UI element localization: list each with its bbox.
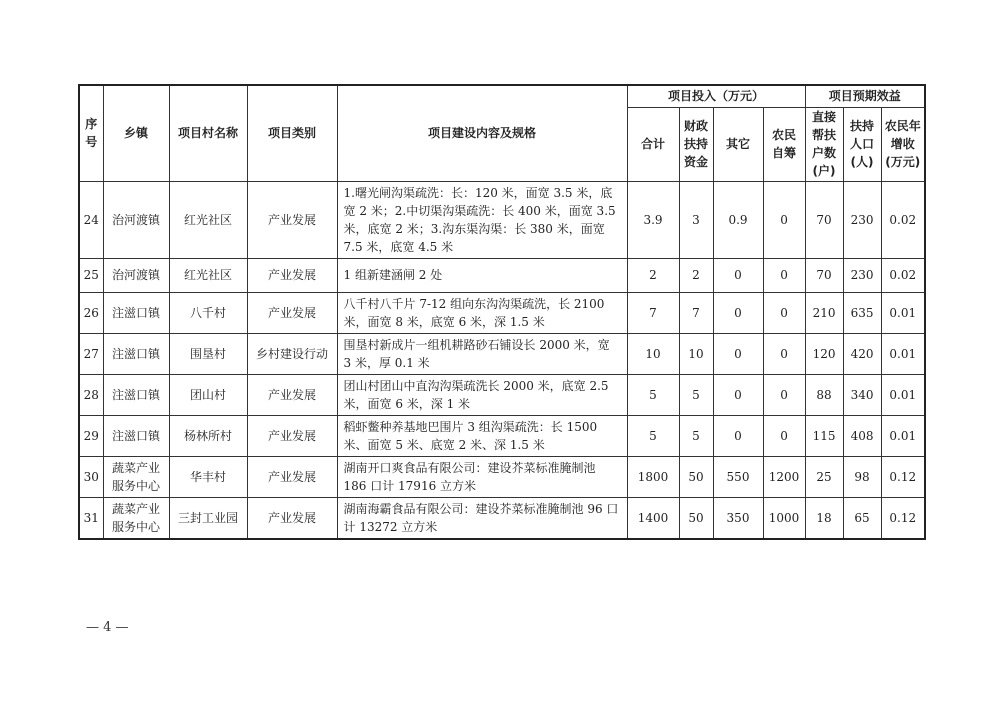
fiscal-cell: 50	[679, 497, 713, 539]
total-cell: 5	[627, 374, 679, 415]
header-households: 直接帮扶户数(户)	[805, 107, 843, 181]
category-cell: 产业发展	[247, 497, 337, 539]
seq-cell: 29	[79, 415, 103, 456]
other-cell: 550	[713, 456, 763, 497]
content-cell: 湖南开口爽食品有限公司：建设芥菜标准腌制池 186 口计 17916 立方米	[337, 456, 627, 497]
village-cell: 团山村	[169, 374, 247, 415]
table-row	[79, 456, 925, 497]
seq-cell: 24	[79, 181, 103, 258]
other-cell: 0	[713, 415, 763, 456]
content-cell: 八千村八千片 7-12 组向东沟沟渠疏洗，长 2100 米，面宽 8 米，底宽 6 米，深 1.5 米	[337, 292, 627, 333]
income-cell: 0.02	[881, 181, 925, 258]
other-cell: 0	[713, 258, 763, 292]
category-cell: 产业发展	[247, 456, 337, 497]
other-cell: 0.9	[713, 181, 763, 258]
total-cell: 10	[627, 333, 679, 374]
total-cell: 5	[627, 415, 679, 456]
population-cell: 230	[843, 258, 881, 292]
town-cell: 注滋口镇	[103, 374, 169, 415]
seq-cell: 30	[79, 456, 103, 497]
table-row	[79, 292, 925, 333]
other-cell: 0	[713, 292, 763, 333]
village-cell: 杨林所村	[169, 415, 247, 456]
households-cell: 70	[805, 258, 843, 292]
content-cell: 团山村团山中直沟沟渠疏洗长 2000 米，底宽 2.5 米，面宽 6 米，深 1 米	[337, 374, 627, 415]
table-body	[79, 181, 925, 539]
table-row	[79, 374, 925, 415]
table-row	[79, 258, 925, 292]
header-total: 合计	[627, 107, 679, 181]
table-row	[79, 181, 925, 258]
town-cell: 蔬菜产业服务中心	[103, 497, 169, 539]
category-cell: 产业发展	[247, 258, 337, 292]
households-cell: 25	[805, 456, 843, 497]
income-cell: 0.01	[881, 292, 925, 333]
fiscal-cell: 50	[679, 456, 713, 497]
village-cell: 红光社区	[169, 181, 247, 258]
header-fiscal: 财政扶持资金	[679, 107, 713, 181]
income-cell: 0.01	[881, 333, 925, 374]
households-cell: 88	[805, 374, 843, 415]
header-village: 项目村名称	[169, 85, 247, 181]
header-town: 乡镇	[103, 85, 169, 181]
town-cell: 注滋口镇	[103, 292, 169, 333]
category-cell: 产业发展	[247, 292, 337, 333]
village-cell: 围垦村	[169, 333, 247, 374]
page-number: — 4 —	[86, 620, 129, 635]
content-cell: 1.曙光闸沟渠疏洗：长：120 米，面宽 3.5 米，底宽 2 米；2.中切渠沟渠疏洗：长 400 米，面宽 3.5 米，底宽 2 米；3.沟东渠沟渠：长 380 米，面宽 7.5 米，底宽 4.5 米	[337, 181, 627, 258]
farmer-self-cell: 1200	[763, 456, 805, 497]
header-content: 项目建设内容及规格	[337, 85, 627, 181]
seq-cell: 27	[79, 333, 103, 374]
population-cell: 420	[843, 333, 881, 374]
other-cell: 350	[713, 497, 763, 539]
village-cell: 八千村	[169, 292, 247, 333]
seq-cell: 31	[79, 497, 103, 539]
header-other: 其它	[713, 107, 763, 181]
town-cell: 治河渡镇	[103, 258, 169, 292]
income-cell: 0.01	[881, 374, 925, 415]
households-cell: 210	[805, 292, 843, 333]
town-cell: 蔬菜产业服务中心	[103, 456, 169, 497]
farmer-self-cell: 0	[763, 292, 805, 333]
fiscal-cell: 2	[679, 258, 713, 292]
fiscal-cell: 3	[679, 181, 713, 258]
category-cell: 产业发展	[247, 374, 337, 415]
income-cell: 0.12	[881, 456, 925, 497]
fiscal-cell: 5	[679, 374, 713, 415]
farmer-self-cell: 1000	[763, 497, 805, 539]
population-cell: 65	[843, 497, 881, 539]
fiscal-cell: 7	[679, 292, 713, 333]
table-row	[79, 497, 925, 539]
income-cell: 0.02	[881, 258, 925, 292]
header-investment-group: 项目投入（万元）	[627, 85, 805, 107]
village-cell: 红光社区	[169, 258, 247, 292]
content-cell: 1 组新建涵闸 2 处	[337, 258, 627, 292]
farmer-self-cell: 0	[763, 181, 805, 258]
town-cell: 注滋口镇	[103, 415, 169, 456]
income-cell: 0.01	[881, 415, 925, 456]
total-cell: 3.9	[627, 181, 679, 258]
content-cell: 围垦村新成片一组机耕路砂石铺设长 2000 米，宽 3 米，厚 0.1 米	[337, 333, 627, 374]
population-cell: 408	[843, 415, 881, 456]
other-cell: 0	[713, 374, 763, 415]
content-cell: 湖南海霸食品有限公司：建设芥菜标准腌制池 96 口计 13272 立方米	[337, 497, 627, 539]
village-cell: 华丰村	[169, 456, 247, 497]
total-cell: 7	[627, 292, 679, 333]
header-seq: 序号	[79, 85, 103, 181]
seq-cell: 25	[79, 258, 103, 292]
farmer-self-cell: 0	[763, 258, 805, 292]
farmer-self-cell: 0	[763, 333, 805, 374]
farmer-self-cell: 0	[763, 374, 805, 415]
population-cell: 340	[843, 374, 881, 415]
header-population: 扶持人口(人)	[843, 107, 881, 181]
town-cell: 治河渡镇	[103, 181, 169, 258]
project-table	[78, 84, 926, 540]
population-cell: 98	[843, 456, 881, 497]
income-cell: 0.12	[881, 497, 925, 539]
fiscal-cell: 5	[679, 415, 713, 456]
table-header	[79, 85, 925, 181]
content-cell: 稻虾鳖种养基地巴围片 3 组沟渠疏洗：长 1500 米、面宽 5 米、底宽 2 米、深 1.5 米	[337, 415, 627, 456]
village-cell: 三封工业园	[169, 497, 247, 539]
category-cell: 产业发展	[247, 415, 337, 456]
households-cell: 18	[805, 497, 843, 539]
header-farmer-self: 农民自筹	[763, 107, 805, 181]
seq-cell: 28	[79, 374, 103, 415]
households-cell: 70	[805, 181, 843, 258]
header-category: 项目类别	[247, 85, 337, 181]
farmer-self-cell: 0	[763, 415, 805, 456]
seq-cell: 26	[79, 292, 103, 333]
total-cell: 2	[627, 258, 679, 292]
header-benefit-group: 项目预期效益	[805, 85, 925, 107]
households-cell: 115	[805, 415, 843, 456]
total-cell: 1400	[627, 497, 679, 539]
households-cell: 120	[805, 333, 843, 374]
total-cell: 1800	[627, 456, 679, 497]
category-cell: 乡村建设行动	[247, 333, 337, 374]
fiscal-cell: 10	[679, 333, 713, 374]
population-cell: 635	[843, 292, 881, 333]
table-row	[79, 415, 925, 456]
header-income: 农民年增收(万元)	[881, 107, 925, 181]
other-cell: 0	[713, 333, 763, 374]
town-cell: 注滋口镇	[103, 333, 169, 374]
category-cell: 产业发展	[247, 181, 337, 258]
table-row	[79, 333, 925, 374]
population-cell: 230	[843, 181, 881, 258]
